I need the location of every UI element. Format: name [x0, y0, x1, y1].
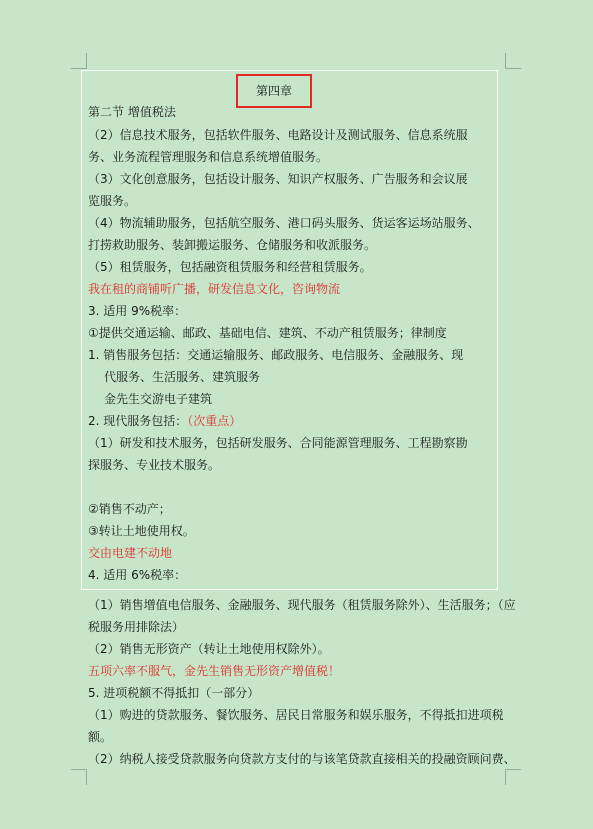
text-line: 额。: [88, 730, 113, 744]
text-line: （2）信息技术服务，包括软件服务、电路设计及测试服务、信息系统服: [88, 128, 468, 142]
mnemonic-line: 我在租的商铺听广播，研发信息文化，咨询物流: [88, 282, 341, 296]
section-heading: 第二节 增值税法: [88, 105, 176, 119]
mnemonic-line: 五项六率不服气，金先生销售无形资产增值税！: [88, 664, 341, 678]
corner-mark: [71, 769, 87, 770]
text-line: （1）研发和技术服务，包括研发服务、合同能源管理服务、工程勘察勘: [88, 436, 468, 450]
text-line: （5）租赁服务，包括融资租赁服务和经营租赁服务。: [88, 260, 372, 274]
text-line: （1）销售增值电信服务、金融服务、现代服务（租赁服务除外）、生活服务；（应: [88, 598, 516, 612]
text-line: [88, 414, 241, 428]
text-line: （1）购进的贷款服务、餐饮服务、居民日常服务和娱乐服务，不得抵扣进项税: [88, 708, 504, 722]
text-line: ①提供交通运输、邮政、基础电信、建筑、不动产租赁服务；律制度: [88, 326, 447, 340]
text-line: 1. 销售服务包括：交通运输服务、邮政服务、电信服务、金融服务、现: [88, 348, 464, 362]
text-line: 金先生交游电子建筑: [104, 392, 213, 406]
corner-mark: [86, 53, 87, 69]
text-line: 5. 进项税额不得抵扣（一部分）: [88, 686, 260, 700]
text-line: ②销售不动产；: [88, 502, 171, 516]
text-line: 4. 适用 6%税率：: [88, 568, 187, 582]
text-line: （2）销售无形资产（转让土地使用权除外）。: [88, 642, 330, 656]
mnemonic-line: 交由电建不动地: [88, 546, 173, 560]
text-line: （2）纳税人接受贷款服务向贷款方支付的与该笔贷款直接相关的投融资顾问费、: [88, 752, 516, 766]
text-line: （3）文化创意服务，包括设计服务、知识产权服务、广告服务和会议展: [88, 172, 468, 186]
text-line: 打捞救助服务、装卸搬运服务、仓储服务和收派服务。: [88, 238, 377, 252]
text-line: 务、业务流程管理服务和信息系统增值服务。: [88, 150, 329, 164]
corner-mark: [505, 53, 506, 69]
chapter-title: 第四章: [236, 74, 312, 108]
corner-mark: [505, 769, 506, 785]
text-line: 税服务用排除法）: [88, 620, 185, 634]
text-line: 代服务、生活服务、建筑服务: [104, 370, 261, 384]
text-line: （4）物流辅助服务，包括航空服务、港口码头服务、货运客运场站服务、: [88, 216, 480, 230]
corner-mark: [86, 769, 87, 785]
corner-mark: [505, 769, 521, 770]
text-line: 览服务。: [88, 194, 137, 208]
text-line-main: 2. 现代服务包括：: [88, 414, 188, 428]
text-line: 3. 适用 9%税率：: [88, 304, 187, 318]
text-line: ③转让土地使用权。: [88, 524, 195, 538]
corner-mark: [505, 68, 521, 69]
text-line: 探服务、专业技术服务。: [88, 458, 221, 472]
corner-mark: [71, 68, 87, 69]
emphasis-label: （次重点）: [187, 414, 242, 428]
